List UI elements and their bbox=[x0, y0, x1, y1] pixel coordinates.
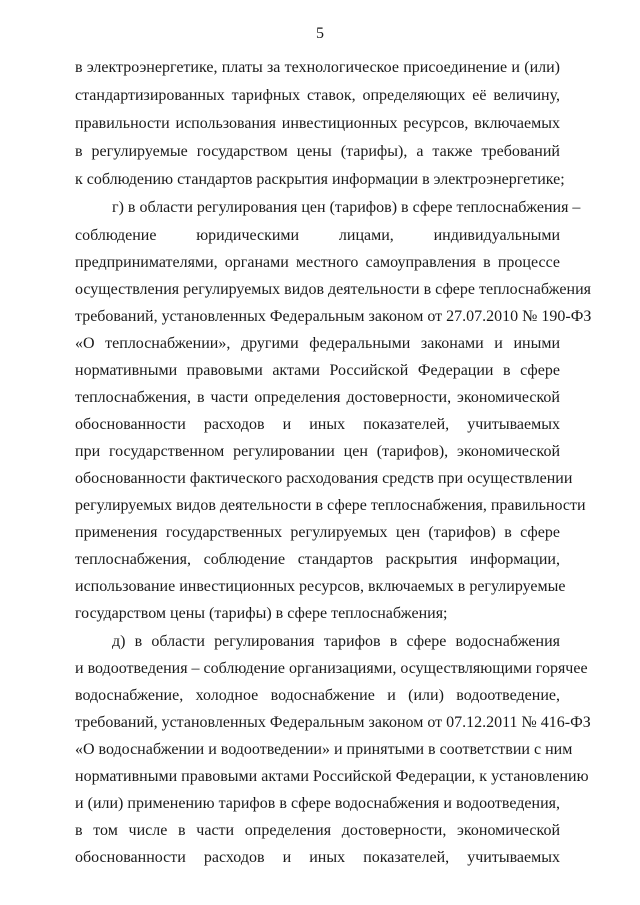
text-line: «О водоснабжении и водоотведении» и принятыми в соответствии с ним bbox=[75, 741, 573, 758]
text-line: предпринимателями, органами местного самоуправления в процессе bbox=[75, 254, 560, 271]
text-line: при государственном регулировании цен (тарифов), экономической bbox=[75, 443, 560, 460]
text-line: требований, установленных Федеральным законом от 07.12.2011 № 416-ФЗ bbox=[75, 714, 591, 731]
text-line: «О теплоснабжении», другими федеральными законами и иными bbox=[75, 335, 560, 352]
text-line: использование инвестиционных ресурсов, включаемых в регулируемые bbox=[75, 578, 566, 595]
text-line: регулируемых видов деятельности в сфере теплоснабжения, правильности bbox=[75, 497, 586, 514]
text-line: соблюдение юридическими лицами, индивидуальными bbox=[75, 227, 560, 244]
text-line: стандартизированных тарифных ставок, определяющих её величину, bbox=[75, 87, 560, 104]
text-line: правильности использования инвестиционных ресурсов, включаемых bbox=[75, 115, 560, 132]
text-line: обоснованности фактического расходования средств при осуществлении bbox=[75, 470, 573, 487]
paragraph-start-d: д) в области регулирования тарифов в сфере водоснабжения bbox=[112, 633, 560, 650]
text-line: нормативными правовыми актами Российской Федерации в сфере bbox=[75, 362, 560, 379]
text-line: осуществления регулируемых видов деятельности в сфере теплоснабжения bbox=[75, 281, 591, 298]
text-line: требований, установленных Федеральным законом от 27.07.2010 № 190-ФЗ bbox=[75, 308, 592, 325]
text-line: применения государственных регулируемых цен (тарифов) в сфере bbox=[75, 524, 560, 541]
page-number: 5 bbox=[316, 25, 324, 42]
text-line: в регулируемые государством цены (тарифы), а также требований bbox=[75, 143, 560, 160]
text-line: государством цены (тарифы) в сфере теплоснабжения; bbox=[75, 605, 448, 622]
paragraph-start-g: г) в области регулирования цен (тарифов) в сфере теплоснабжения – bbox=[112, 199, 581, 216]
text-line: теплоснабжения, в части определения достоверности, экономической bbox=[75, 389, 560, 406]
text-line: и (или) применению тарифов в сфере водоснабжения и водоотведения, bbox=[75, 795, 560, 812]
text-line: нормативными правовыми актами Российской Федерации, к установлению bbox=[75, 768, 589, 785]
text-line: в том числе в части определения достоверности, экономической bbox=[75, 822, 560, 839]
text-line: теплоснабжения, соблюдение стандартов раскрытия информации, bbox=[75, 551, 560, 568]
text-line: обоснованности расходов и иных показателей, учитываемых bbox=[75, 849, 560, 866]
text-line: в электроэнергетике, платы за технологическое присоединение и (или) bbox=[75, 59, 560, 76]
text-line: и водоотведения – соблюдение организациями, осуществляющими горячее bbox=[75, 660, 588, 677]
text-line: к соблюдению стандартов раскрытия информации в электроэнергетике; bbox=[75, 171, 565, 188]
text-line: водоснабжение, холодное водоснабжение и (или) водоотведение, bbox=[75, 687, 560, 704]
text-line: обоснованности расходов и иных показателей, учитываемых bbox=[75, 416, 560, 433]
